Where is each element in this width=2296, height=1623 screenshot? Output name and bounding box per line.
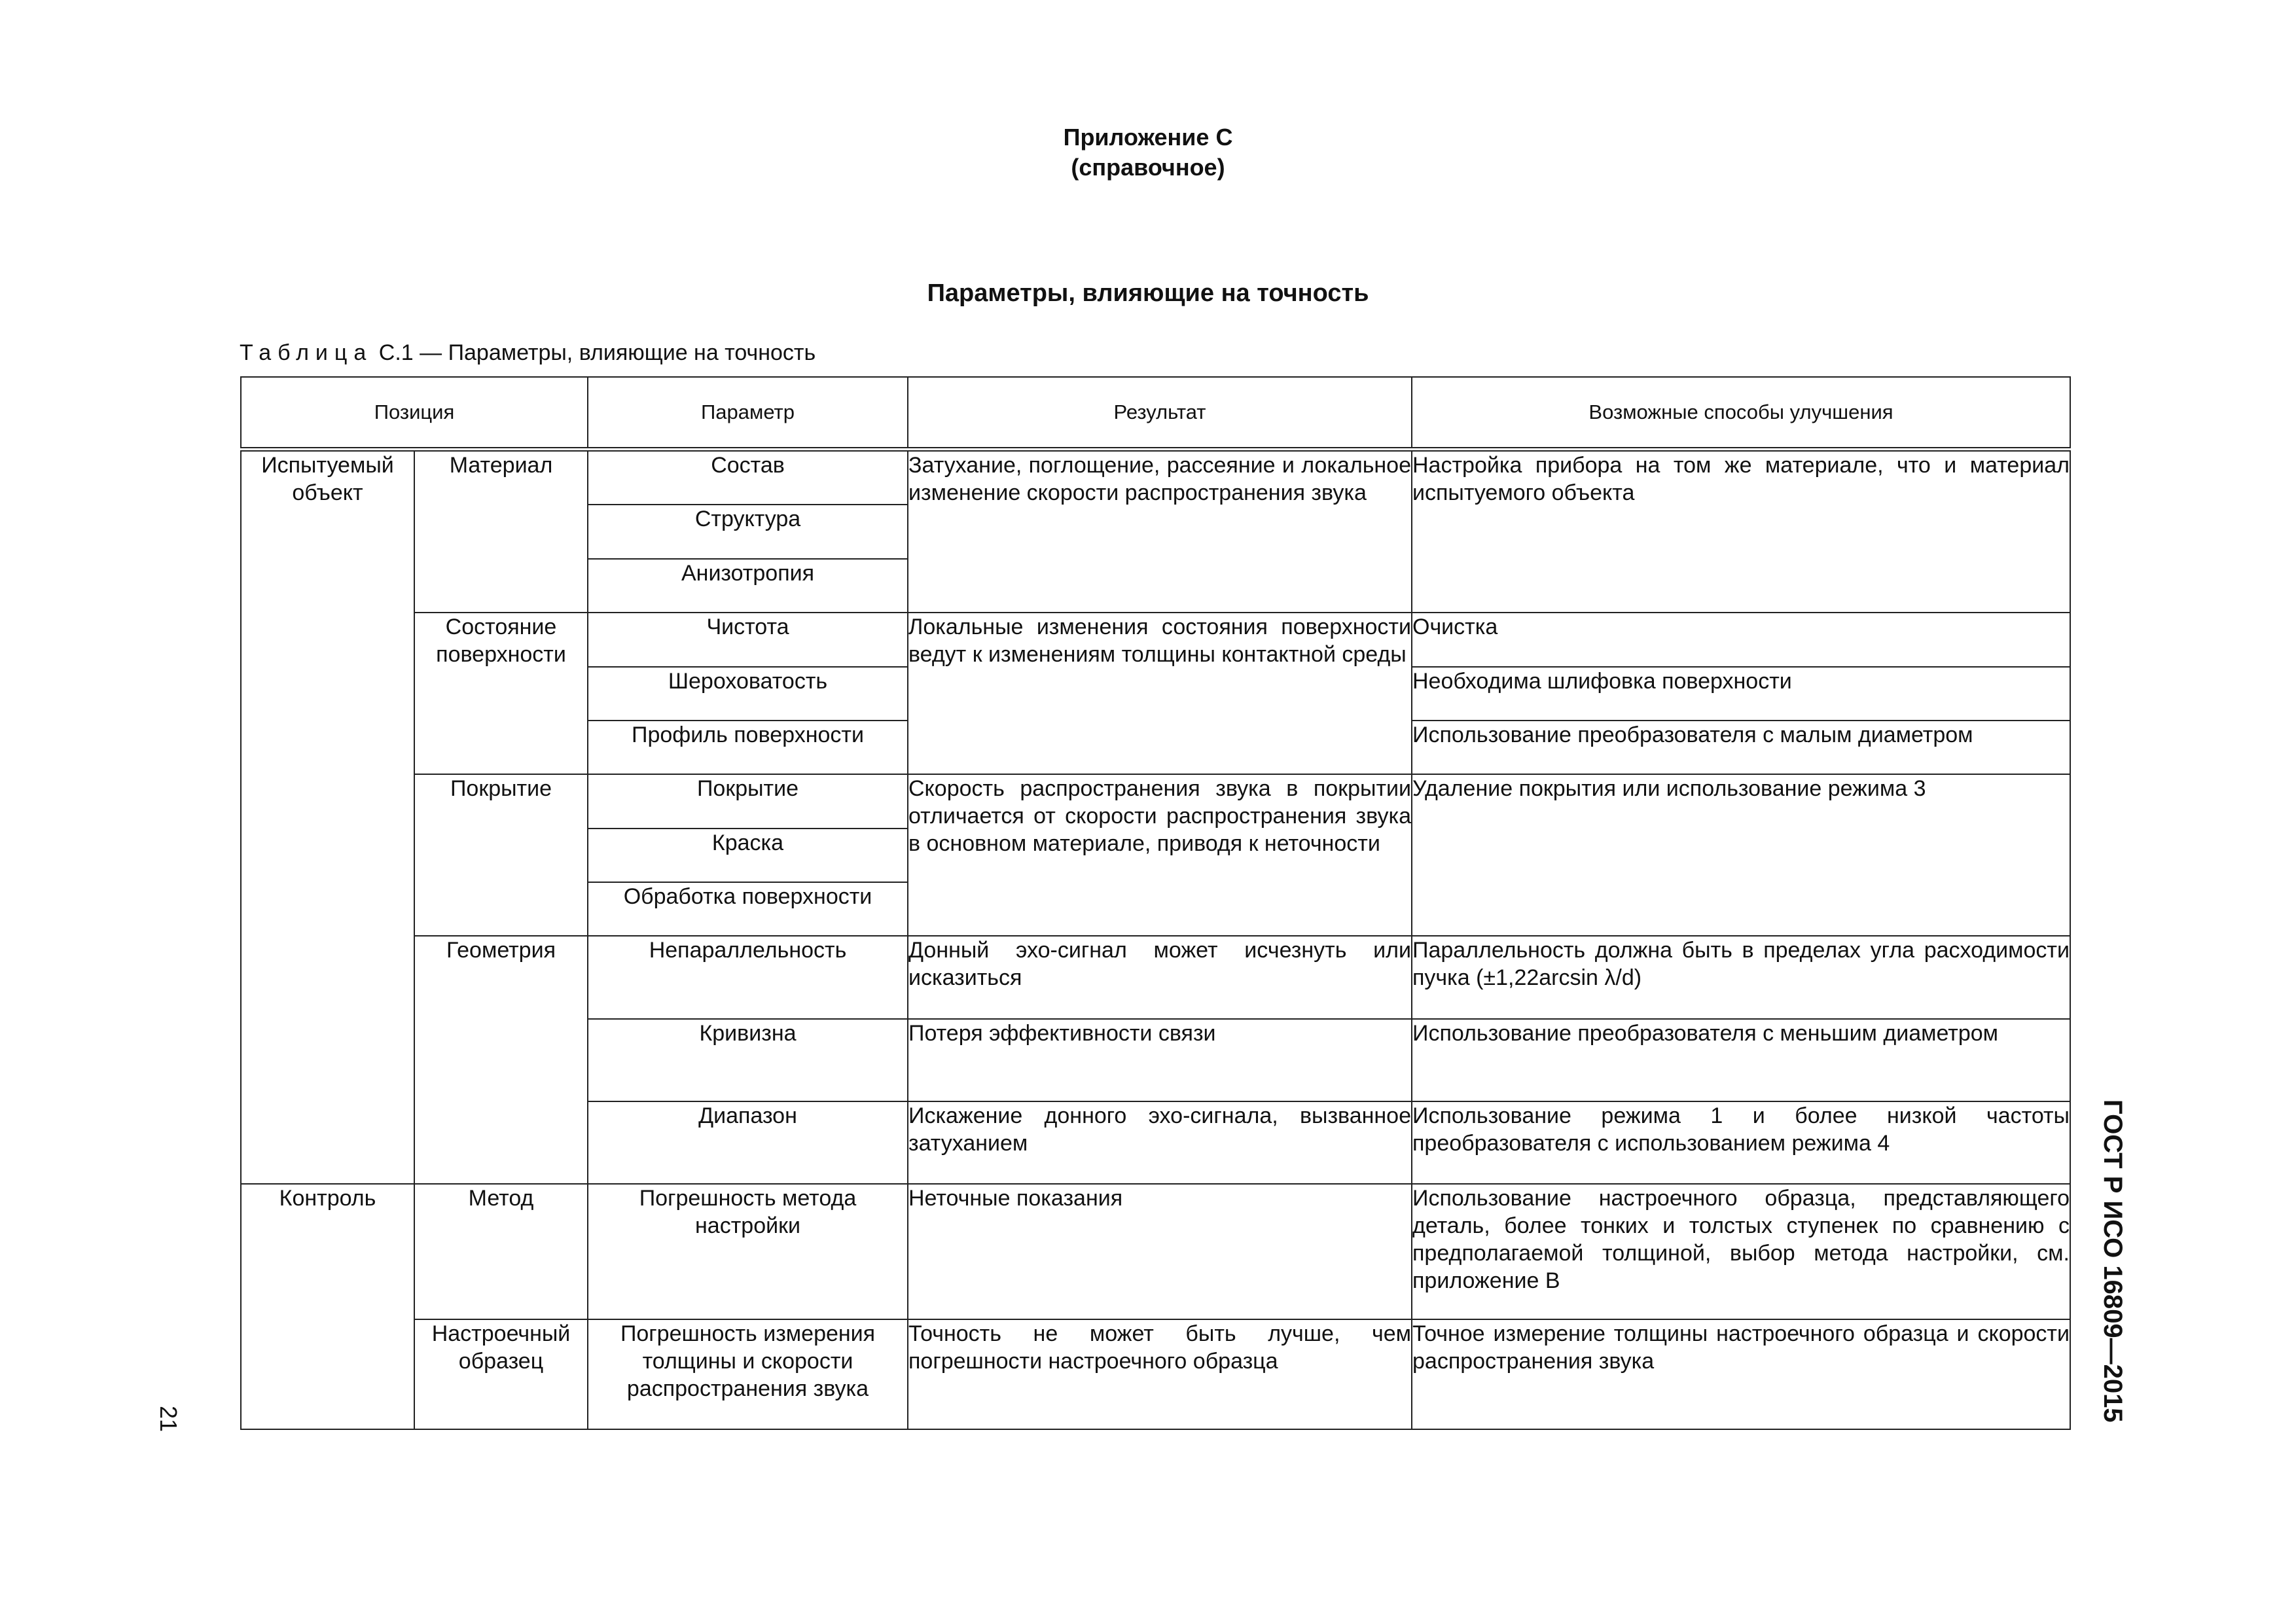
param-anisotropy: Анизотропия <box>588 559 908 613</box>
improvement-method: Использование настроечного образца, представляющего деталь, более тонких и толстых ступенек по сравнению с предполагаемой толщиной, выбор метода настройки, см. приложение В <box>1412 1184 2070 1319</box>
appendix-subtitle: (справочное) <box>1071 154 1225 181</box>
improvement-cleanliness: Очистка <box>1412 613 2070 666</box>
table-caption-label: Таблица <box>240 340 373 365</box>
param-curvature: Кривизна <box>588 1019 908 1101</box>
improvement-calibration: Точное измерение толщины настроечного образца и скорости распространения звука <box>1412 1319 2070 1429</box>
table-caption <box>240 339 816 366</box>
section-title: Параметры, влияющие на точность <box>927 279 1369 307</box>
param-range: Диапазон <box>588 1101 908 1184</box>
result-coating: Скорость распространения звука в покрытии отличается от скорости распространения звука в основном материале, приводя к неточности <box>908 774 1412 936</box>
improvement-material: Настройка прибора на том же материале, что и материал испытуемого объекта <box>1412 450 2070 613</box>
param-structure: Структура <box>588 505 908 558</box>
header-improvement: Возможные способы улучшения <box>1412 377 2070 450</box>
table-row <box>241 1319 2070 1429</box>
param-method-error: Погрешность метода настройки <box>588 1184 908 1319</box>
improvement-range: Использование режима 1 и более низкой частоты преобразователя с использованием режима 4 <box>1412 1101 2070 1184</box>
result-surface: Локальные изменения состояния поверхности ведут к изменениям толщины контактной среды <box>908 613 1412 774</box>
table-caption-text: С.1 — Параметры, влияющие на точность <box>378 340 816 365</box>
subgroup-method: Метод <box>414 1184 588 1319</box>
subgroup-surface: Состояние поверхности <box>414 613 588 774</box>
result-material: Затухание, поглощение, рассеяние и локальное изменение скорости распространения звука <box>908 450 1412 613</box>
header-result: Результат <box>908 377 1412 450</box>
table-header-row <box>241 377 2070 450</box>
table-row <box>241 936 2070 1018</box>
subgroup-coating: Покрытие <box>414 774 588 936</box>
header-parameter: Параметр <box>588 377 908 450</box>
table-row <box>241 613 2070 666</box>
param-nonparallel: Непараллельность <box>588 936 908 1018</box>
table-row <box>241 774 2070 828</box>
page-number: 21 <box>155 1406 182 1433</box>
table-row <box>241 450 2070 505</box>
result-range: Искажение донного эхо-сигнала, вызванное затуханием <box>908 1101 1412 1184</box>
result-curvature: Потеря эффективности связи <box>908 1019 1412 1101</box>
improvement-nonparallel: Параллельность должна быть в пределах угла расходимости пучка (±1,22arcsin λ/d) <box>1412 936 2070 1018</box>
improvement-curvature: Использование преобразователя с меньшим диаметром <box>1412 1019 2070 1101</box>
param-cleanliness: Чистота <box>588 613 908 666</box>
parameters-table <box>240 376 2071 1430</box>
result-nonparallel: Донный эхо-сигнал может исчезнуть или исказиться <box>908 936 1412 1018</box>
param-composition: Состав <box>588 450 908 505</box>
param-roughness: Шероховатость <box>588 667 908 721</box>
header-position: Позиция <box>241 377 588 450</box>
subgroup-calibration: Настроечный образец <box>414 1319 588 1429</box>
improvement-coating: Удаление покрытия или использование режима 3 <box>1412 774 2070 936</box>
param-measure-error: Погрешность измерения толщины и скорости распространения звука <box>588 1319 908 1429</box>
result-method: Неточные показания <box>908 1184 1412 1319</box>
param-treatment: Обработка поверхности <box>588 882 908 936</box>
param-coating: Покрытие <box>588 774 908 828</box>
group-test-object: Испытуемый объект <box>241 450 414 1184</box>
appendix-title: Приложение С <box>1063 124 1233 151</box>
subgroup-geometry: Геометрия <box>414 936 588 1183</box>
improvement-roughness: Необходима шлифовка поверхности <box>1412 667 2070 721</box>
param-paint: Краска <box>588 829 908 882</box>
improvement-profile: Использование преобразователя с малым диаметром <box>1412 721 2070 774</box>
table-row <box>241 1184 2070 1319</box>
subgroup-material: Материал <box>414 450 588 613</box>
standard-designation: ГОСТ Р ИСО 16809—2015 <box>2098 1099 2127 1423</box>
result-calibration: Точность не может быть лучше, чем погрешности настроечного образца <box>908 1319 1412 1429</box>
group-control: Контроль <box>241 1184 414 1429</box>
param-profile: Профиль поверхности <box>588 721 908 774</box>
